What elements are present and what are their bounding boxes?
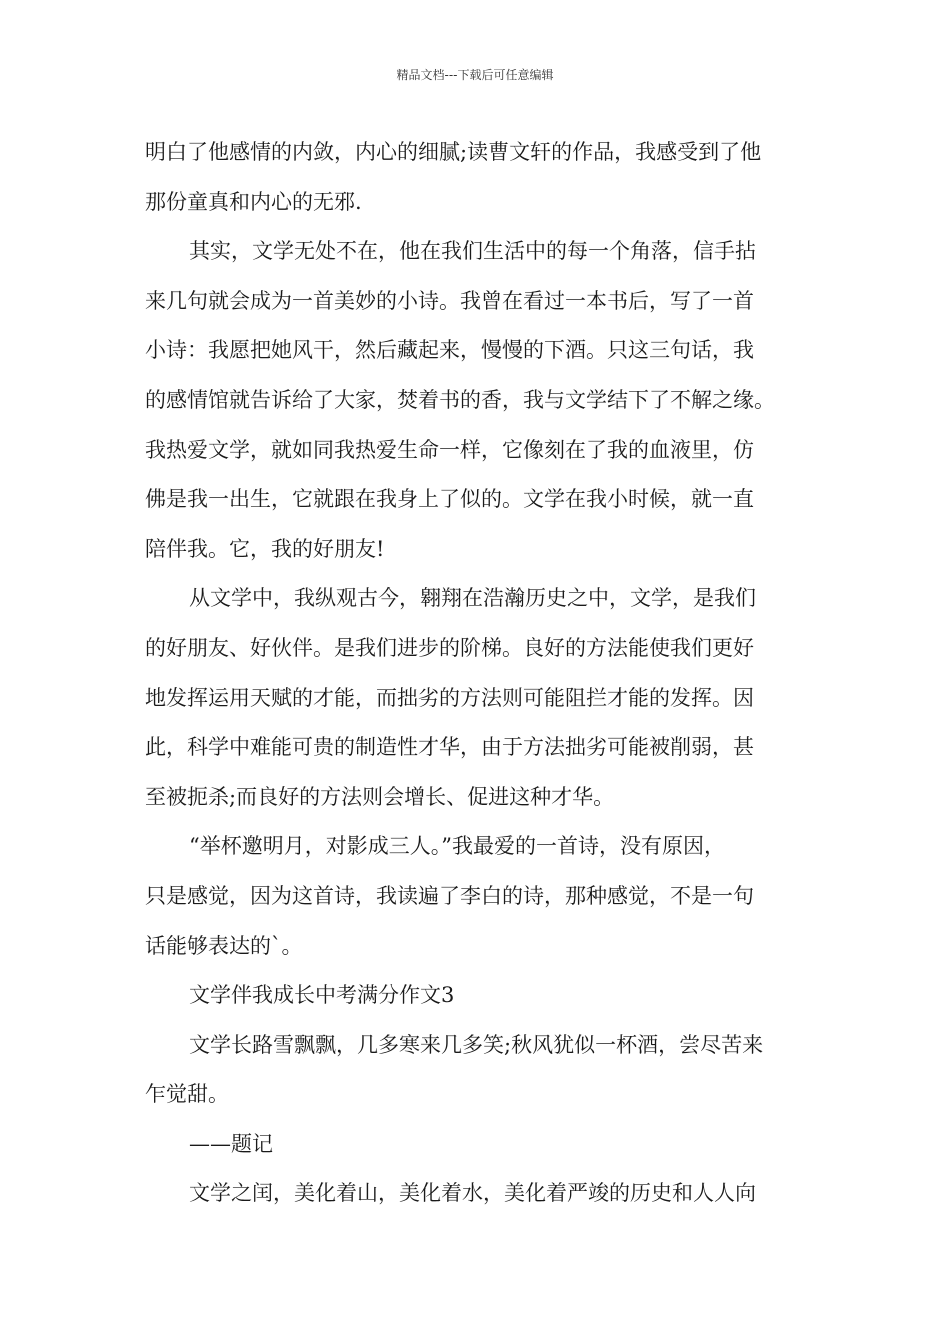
page-header: 精品文档---下载后可任意编辑 [396, 68, 554, 82]
text-line: 小诗：我愿把她风干，然后藏起来，慢慢的下酒。只这三句话，我 [145, 338, 754, 363]
text-line: 从文学中，我纵观古今，翱翔在浩瀚历史之中，文学，是我们 [189, 586, 756, 611]
text-line: 来几句就会成为一首美妙的小诗。我曾在看过一本书后，写了一首 [145, 288, 754, 313]
text-line: 的好朋友、好伙伴。是我们进步的阶梯。良好的方法能使我们更好 [145, 635, 754, 660]
text-line: “举杯邀明月，对影成三人。”我最爱的一首诗，没有原因， [189, 834, 725, 859]
text-line: 明白了他感情的内敛，内心的细腻;读曹文轩的作品，我感受到了他 [145, 140, 762, 164]
text-line: 乍觉甜。 [145, 1082, 229, 1107]
text-line: 那份童真和内心的无邪. [145, 189, 362, 214]
text-line: 文学之闰，美化着山，美化着水，美化着严竣的历史和人人向 [189, 1181, 756, 1206]
text-line: 至被扼杀;而良好的方法则会增长、促进这种才华。 [145, 784, 615, 809]
text-line: 我热爱文学，就如同我热爱生命一样，它像刻在了我的血液里，仿 [145, 437, 754, 462]
text-line: 只是感觉，因为这首诗，我读遍了李白的诗，那种感觉，不是一句 [145, 883, 754, 908]
text-line: 话能够表达的`。 [145, 933, 303, 958]
text-line: 文学长路雪飘飘，几多寒来几多笑;秋风犹似一杯酒，尝尽苦来 [189, 1032, 764, 1057]
document-body [145, 128, 825, 1219]
text-line: 的感情馆就告诉给了大家，焚着书的香，我与文学结下了不解之缘。 [145, 387, 775, 412]
text-line: 其实，文学无处不在，他在我们生活中的每一个角落，信手拈 [189, 239, 756, 264]
epigraph-attribution: ——题记 [189, 1131, 273, 1156]
section-title: 文学伴我成长中考满分作文3 [189, 983, 455, 1008]
text-line: 地发挥运用天赋的才能，而拙劣的方法则可能阻拦才能的发挥。因 [145, 685, 754, 710]
text-line: 陪伴我。它，我的好朋友! [145, 536, 385, 561]
text-line: 佛是我一出生，它就跟在我身上了似的。文学在我小时候，就一直 [145, 487, 754, 512]
text-line: 此，科学中难能可贵的制造性才华，由于方法拙劣可能被削弱，甚 [145, 735, 754, 760]
